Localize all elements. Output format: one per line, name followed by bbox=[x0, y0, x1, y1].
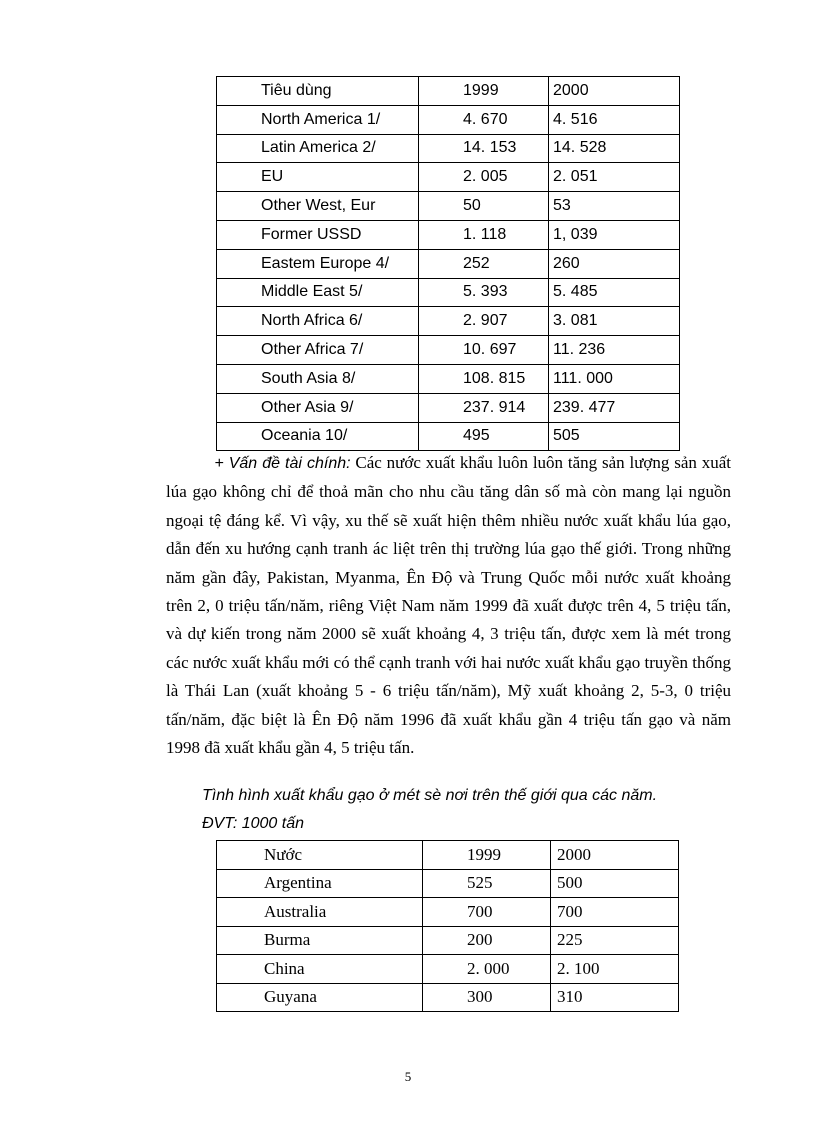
table-cell: 252 bbox=[419, 249, 549, 278]
table-cell: 700 bbox=[423, 898, 551, 927]
table-cell: 505 bbox=[549, 422, 680, 451]
table-cell: 300 bbox=[423, 983, 551, 1012]
table-cell: 14. 528 bbox=[549, 134, 680, 163]
table-row bbox=[217, 393, 680, 422]
table-cell: 4. 516 bbox=[549, 105, 680, 134]
table-cell: 10. 697 bbox=[419, 336, 549, 365]
page-number: 5 bbox=[404, 1069, 412, 1084]
unit-label: ĐVT: 1000 tấn bbox=[202, 815, 304, 832]
table-cell: EU bbox=[217, 163, 419, 192]
table-cell: Eastem Europe 4/ bbox=[217, 249, 419, 278]
table-cell: Other Asia 9/ bbox=[217, 393, 419, 422]
table-row bbox=[217, 192, 680, 221]
table-cell: 700 bbox=[551, 898, 679, 927]
table-cell: Former USSD bbox=[217, 220, 419, 249]
table-row bbox=[217, 278, 680, 307]
table-cell: 200 bbox=[423, 926, 551, 955]
table-cell: 2. 005 bbox=[419, 163, 549, 192]
finance-paragraph bbox=[166, 449, 731, 762]
table-cell: 11. 236 bbox=[549, 336, 680, 365]
table-cell: 500 bbox=[551, 869, 679, 898]
table-cell: 14. 153 bbox=[419, 134, 549, 163]
consumption-table bbox=[216, 76, 680, 451]
table-cell: 1. 118 bbox=[419, 220, 549, 249]
table-cell: 2. 051 bbox=[549, 163, 680, 192]
table-cell: Other West, Eur bbox=[217, 192, 419, 221]
table-cell: South Asia 8/ bbox=[217, 364, 419, 393]
table-cell: 108. 815 bbox=[419, 364, 549, 393]
table-row bbox=[217, 220, 680, 249]
table-caption: Tình hình xuất khẩu gạo ở mét sè nơi trên thế giới qua các năm. bbox=[202, 787, 658, 804]
table-cell: 2. 000 bbox=[423, 955, 551, 984]
table-row bbox=[217, 364, 680, 393]
table-cell: 3. 081 bbox=[549, 307, 680, 336]
table-cell: 260 bbox=[549, 249, 680, 278]
table-cell: 4. 670 bbox=[419, 105, 549, 134]
table-cell: 495 bbox=[419, 422, 549, 451]
table-cell: 2. 907 bbox=[419, 307, 549, 336]
table-row bbox=[217, 869, 679, 898]
table-row bbox=[217, 105, 680, 134]
rice-export-table bbox=[216, 840, 679, 1012]
table-row bbox=[217, 249, 680, 278]
table-header-cell: 1999 bbox=[423, 841, 551, 870]
table-cell: Other Africa 7/ bbox=[217, 336, 419, 365]
table-cell: North America 1/ bbox=[217, 105, 419, 134]
table-row bbox=[217, 422, 680, 451]
paragraph-lead: + Vấn đề tài chính: bbox=[214, 455, 351, 472]
table-cell: Australia bbox=[217, 898, 423, 927]
table-header-row bbox=[217, 77, 680, 106]
table-cell: 5. 485 bbox=[549, 278, 680, 307]
table-cell: Burma bbox=[217, 926, 423, 955]
table-cell: Middle East 5/ bbox=[217, 278, 419, 307]
table-row bbox=[217, 955, 679, 984]
table-cell: 2. 100 bbox=[551, 955, 679, 984]
table-cell: 237. 914 bbox=[419, 393, 549, 422]
table-header-cell: Nước bbox=[217, 841, 423, 870]
table-row bbox=[217, 336, 680, 365]
table-cell: 53 bbox=[549, 192, 680, 221]
table-cell: Guyana bbox=[217, 983, 423, 1012]
table-header-cell: Tiêu dùng bbox=[217, 77, 419, 106]
table-header-cell: 2000 bbox=[551, 841, 679, 870]
table-cell: 1, 039 bbox=[549, 220, 680, 249]
table-cell: 5. 393 bbox=[419, 278, 549, 307]
table-header-row bbox=[217, 841, 679, 870]
table-header-cell: 1999 bbox=[419, 77, 549, 106]
table-cell: 525 bbox=[423, 869, 551, 898]
table-row bbox=[217, 163, 680, 192]
table-row bbox=[217, 134, 680, 163]
table-cell: North Africa 6/ bbox=[217, 307, 419, 336]
table-cell: China bbox=[217, 955, 423, 984]
table-cell: 310 bbox=[551, 983, 679, 1012]
table-cell: Argentina bbox=[217, 869, 423, 898]
table-row bbox=[217, 926, 679, 955]
table-cell: 50 bbox=[419, 192, 549, 221]
table-cell: 239. 477 bbox=[549, 393, 680, 422]
table-cell: 225 bbox=[551, 926, 679, 955]
table-row bbox=[217, 307, 680, 336]
table-cell: 111. 000 bbox=[549, 364, 680, 393]
table-row bbox=[217, 983, 679, 1012]
table-header-cell: 2000 bbox=[549, 77, 680, 106]
paragraph-body: Các nước xuất khẩu luôn luôn tăng sản lượng sản xuất lúa gạo không chỉ để thoả mãn cho nhu cầu tăng dân số mà còn mang lại nguồn ngoại tệ đáng kể. Vì vậy, xu thế sẽ xuất hiện thêm nhiều nước xuất khẩu lúa gạo, dẫn đến xu hướng cạnh tranh ác liệt trên thị trường lúa gạo thế giới. Trong những năm gần đây, Pakistan, Myanma, Ên Độ và Trung Quốc mỗi nước xuất khoảng trên 2, 0 triệu tấn/năm, riêng Việt Nam năm 1999 đã xuất được trên 4, 5 triệu tấn, và dự kiến trong năm 2000 sẽ xuất khoảng 4, 3 triệu tấn, được xem là mét trong các nước xuất khẩu mới có thể cạnh tranh với hai nước xuất khẩu gạo truyền thống là Thái Lan (xuất khoảng 5 - 6 triệu tấn/năm), Mỹ xuất khoảng 2, 5-3, 0 triệu tấn/năm, đặc biệt là Ên Độ năm 1996 đã xuất khẩu gần 4 triệu tấn gạo và năm 1998 đã xuất khẩu gần 4, 5 triệu tấn. bbox=[166, 453, 732, 758]
table-cell: Oceania 10/ bbox=[217, 422, 419, 451]
table-row bbox=[217, 898, 679, 927]
table-cell: Latin America 2/ bbox=[217, 134, 419, 163]
